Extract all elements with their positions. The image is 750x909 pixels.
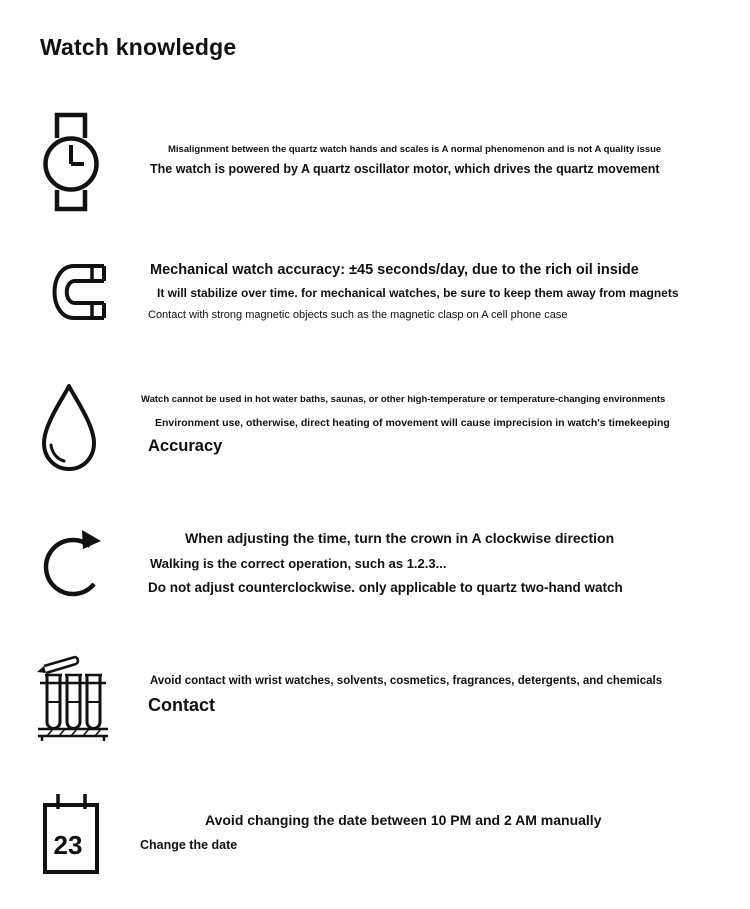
section-line: Contact with strong magnetic objects such as the magnetic clasp on A cell phone case [148,309,568,321]
calendar-day: 23 [53,830,83,860]
section-magnetism [0,258,750,328]
wristwatch-icon [42,112,100,212]
wristwatch-icon-svg [42,112,100,212]
section-line: It will stabilize over time. for mechanical watches, be sure to keep them away from magnets [157,286,679,300]
section-line: Mechanical watch accuracy: ±45 seconds/day, due to the rich oil inside [150,262,639,278]
water-drop-icon-svg [38,382,100,474]
section-temperature-accuracy [0,380,750,480]
section-line: When adjusting the time, turn the crown in A clockwise direction [185,530,615,546]
section-text [140,394,670,456]
section-line: Avoid changing the date between 10 PM and 2 AM manually [205,812,602,828]
clockwise-arrow-icon [40,524,106,604]
section-text [140,530,623,595]
section-heading: Accuracy [148,437,223,455]
section-line: Walking is the correct operation, such as 1.2.3... [150,556,447,571]
section-line: Do not adjust counterclockwise. only applicable to quartz two-hand watch [148,580,623,595]
page-title: Watch knowledge [40,34,237,60]
section-line: Environment use, otherwise, direct heating of movement will cause imprecision in watch's timekeeping [155,417,670,429]
calendar-icon [38,790,104,878]
water-drop-icon [38,382,100,474]
section-crown-adjustment [0,520,750,610]
section-chemical-contact [0,645,750,745]
section-text [140,675,662,716]
section-line: Avoid contact with wrist watches, solvents, cosmetics, fragrances, detergents, and chemicals [150,675,663,687]
test-tubes-icon [35,645,111,743]
test-tubes-icon-svg [35,645,111,743]
section-line: Watch cannot be used in hot water baths, saunas, or other high-temperature or temperature-changing environments [141,394,666,405]
calendar-icon-svg [38,790,104,878]
section-line: Change the date [140,838,238,852]
magnet-icon-svg [40,262,106,322]
section-text [140,144,661,176]
clockwise-arrow-icon-svg [40,524,106,604]
section-line: Misalignment between the quartz watch hands and scales is A normal phenomenon and is not A quality issue [168,144,662,155]
section-quartz-movement [0,112,750,222]
section-date-change [0,788,750,878]
section-heading: Contact [148,695,215,715]
section-text [140,812,601,852]
magnet-icon [40,262,106,322]
section-line: The watch is powered by A quartz oscillator motor, which drives the quartz movement [150,162,660,176]
section-text [140,262,679,321]
